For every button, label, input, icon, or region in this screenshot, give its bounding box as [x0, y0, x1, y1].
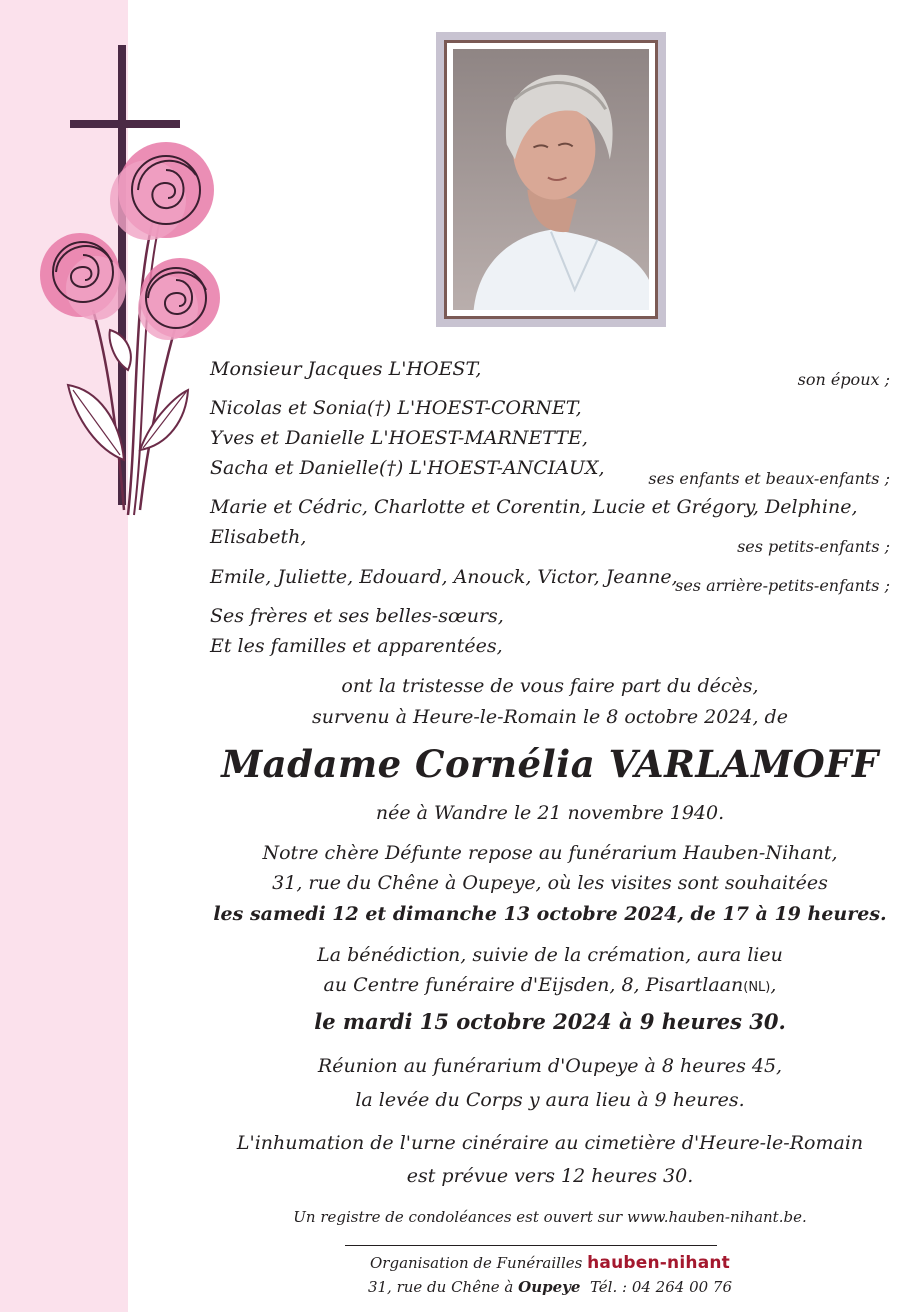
family-siblings: Ses frères et ses belles-sœurs, [210, 605, 504, 627]
role-children: ses enfants et beaux-enfants ; [648, 469, 890, 488]
announcement-line-1: ont la tristesse de vous faire part du décès, [341, 675, 759, 697]
brand-logo-text: hauben-nihant [587, 1253, 730, 1273]
country-code: (NL) [743, 980, 771, 995]
visitation-dates: les samedi 12 et dimanche 13 octobre 2024, de 17 à 19 heures. [213, 903, 887, 925]
footer-divider [345, 1245, 717, 1246]
footer-address [200, 1276, 900, 1298]
footer-street: 31, rue du Chêne à [367, 1278, 514, 1296]
cross-roses-illustration [28, 40, 228, 530]
ceremony-place: au Centre funéraire d'Eijsden, 8, Pisartlaan [323, 974, 744, 996]
portrait-frame [436, 32, 666, 327]
burial-line-1: L'inhumation de l'urne cinéraire au cimetière d'Heure-le-Romain [236, 1132, 864, 1154]
visitation-line-2: 31, rue du Chêne à Oupeye, où les visites sont souhaitées [272, 872, 828, 894]
family-great-grandchildren: Emile, Juliette, Edouard, Anouck, Victor, Jeanne, [210, 566, 678, 588]
footer-phone: Tél. : 04 264 00 76 [589, 1278, 733, 1296]
family-grandchildren-1: Marie et Cédric, Charlotte et Corentin, Lucie et Grégory, Delphine, [210, 496, 858, 518]
family-spouse: Monsieur Jacques L'HOEST, [210, 358, 482, 380]
ceremony-date: le mardi 15 octobre 2024 à 9 heures 30. [314, 1009, 786, 1034]
family-grandchildren-2: Elisabeth, [210, 526, 307, 548]
ceremony-comma: , [770, 974, 777, 996]
family-child-1: Nicolas et Sonia(†) L'HOEST-CORNET, [210, 397, 582, 419]
announcement-line-2: survenu à Heure-le-Romain le 8 octobre 2024, de [312, 706, 788, 728]
visitation-line-1: Notre chère Défunte repose au funérarium Hauben-Nihant, [262, 842, 838, 864]
gathering-line-2: la levée du Corps y aura lieu à 9 heures. [355, 1089, 745, 1111]
family-child-2: Yves et Danielle L'HOEST-MARNETTE, [210, 427, 588, 449]
org-label: Organisation de Funérailles [370, 1254, 583, 1272]
portrait-photo [444, 40, 658, 319]
role-grandchildren: ses petits-enfants ; [737, 537, 890, 556]
ceremony-line-1: La bénédiction, suivie de la crémation, aura lieu [317, 944, 783, 966]
gathering-line-1: Réunion au funérarium d'Oupeye à 8 heures 45, [317, 1055, 783, 1077]
deceased-name: Madame Cornélia VARLAMOFF [221, 742, 879, 786]
role-spouse: son époux ; [797, 370, 890, 389]
family-relatives: Et les familles et apparentées, [210, 635, 503, 657]
role-great-grandchildren: ses arrière-petits-enfants ; [675, 576, 890, 595]
burial-line-2: est prévue vers 12 heures 30. [406, 1165, 694, 1187]
condolence-registry: Un registre de condoléances est ouvert sur www.hauben-nihant.be. [293, 1208, 807, 1226]
footer-organisation [200, 1252, 900, 1274]
ceremony-line-2 [200, 970, 900, 1003]
birth-info: née à Wandre le 21 novembre 1940. [375, 802, 725, 824]
family-child-3: Sacha et Danielle(†) L'HOEST-ANCIAUX, [210, 457, 605, 479]
footer-town: Oupeye [518, 1278, 581, 1296]
